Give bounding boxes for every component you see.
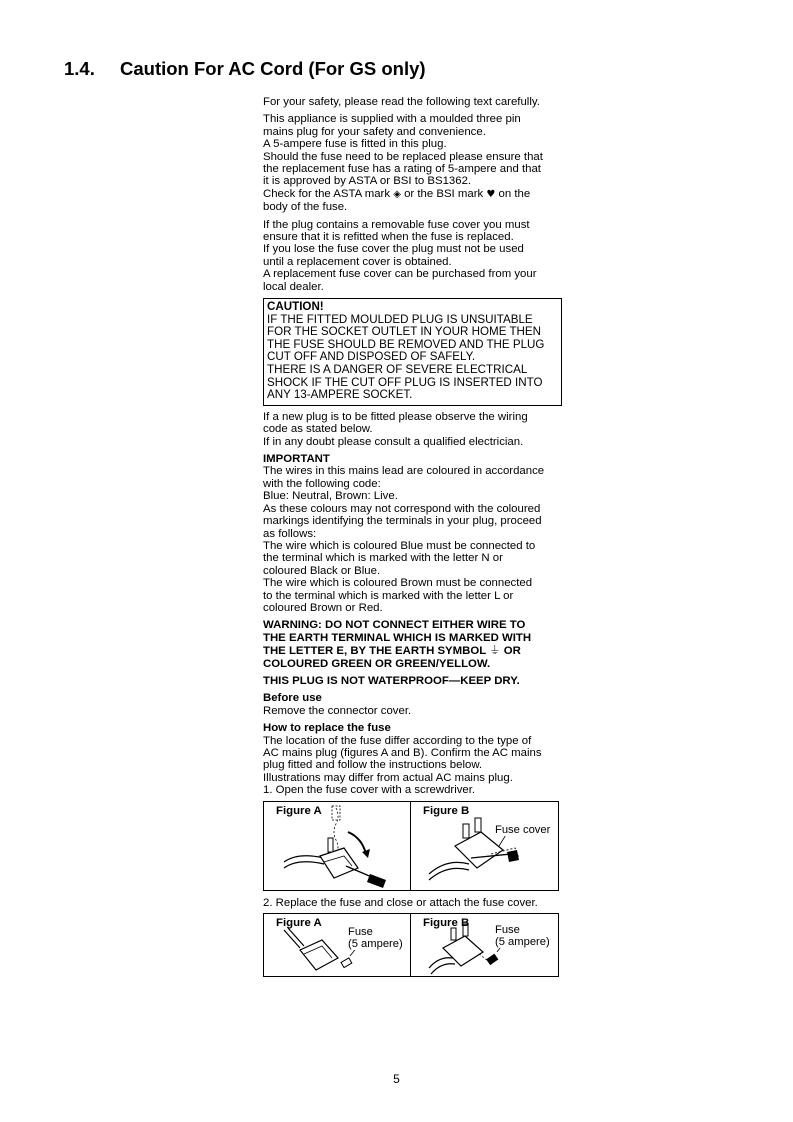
step-1-text: 1. Open the fuse cover with a screwdriver. xyxy=(263,784,476,797)
warning-text-2: OR COLOURED GREEN OR GREEN/YELLOW. xyxy=(263,645,521,670)
fuse-label-b: Fuse (5 ampere) xyxy=(495,924,550,949)
replace-fuse-body: The location of the fuse differ according to the type of AC mains plug (figures A and B). Confirm the AC mains plug fitted and follow the instructions below. Illustrations may differ from actual AC mains plug. xyxy=(263,734,542,784)
check-mark-paragraph xyxy=(263,188,563,214)
intro-text: For your safety, please read the following text carefully. xyxy=(263,96,540,108)
figure-b-replace-fuse xyxy=(411,914,558,976)
page-number: 5 xyxy=(393,1072,400,1086)
figure-b-title: Figure B xyxy=(423,804,470,817)
caution-title: CAUTION! xyxy=(267,300,324,314)
replace-fuse-title xyxy=(263,722,563,734)
before-use-heading: Before use xyxy=(263,692,322,705)
important-body: The wires in this mains lead are coloured in accordance with the following code: Blue: Neutral, Brown: Live. As these colours may not correspond with the coloured markings identifying the terminals in your plug, proceed as follows: The wire which is coloured Blue must be connected to the terminal which is marked with the letter N or coloured Black or Blue. The wire which is coloured Brown must be connected to the terminal which is marked with the letter L or coloured Brown or Red. xyxy=(263,465,545,614)
figure-a-title: Figure A xyxy=(276,804,322,817)
check-text-3: on the body of the fuse. xyxy=(263,187,531,214)
figure-table-step1 xyxy=(263,801,559,891)
warning-text-1: WARNING: DO NOT CONNECT EITHER WIRE TO THE EARTH TERMINAL WHICH IS MARKED WITH THE LETTER E, BY THE EARTH SYMBOL xyxy=(263,619,532,658)
important-heading: IMPORTANT xyxy=(263,453,330,466)
before-use-title xyxy=(263,692,563,704)
section-number: 1.4. xyxy=(64,58,95,79)
figure-a-open-cover xyxy=(264,802,411,890)
figure-a-replace-fuse xyxy=(264,914,411,976)
earth-symbol-icon: ⏚ xyxy=(489,643,501,658)
figure-table-step2 xyxy=(263,913,559,977)
before-use-body: Remove the connector cover. xyxy=(263,704,412,717)
waterproof-warning: THIS PLUG IS NOT WATERPROOF—KEEP DRY. xyxy=(263,674,520,687)
figure-b-title-2: Figure B xyxy=(423,917,470,930)
figure-a-title-2: Figure A xyxy=(276,917,322,930)
caution-body: IF THE FITTED MOULDED PLUG IS UNSUITABLE FOR THE SOCKET OUTLET IN YOUR HOME THEN THE FUSE SHOULD BE REMOVED AND THE PLUG CUT OFF AND DISPOSED OF SAFELY. THERE IS A DANGER OF SEVERE ELECTRICAL SHOCK IF THE CUT OFF PLUG IS INSERTED INTO ANY 13-AMPERE SOCKET. xyxy=(267,312,545,402)
important-title xyxy=(263,453,563,465)
fuse-cover-paragraph: If the plug contains a removable fuse cover you must ensure that it is refitted when the fuse is replaced. If you lose the fuse cover the plug must not be used until a replacement cover is obtained. A replacement fuse cover can be purchased from your local dealer. xyxy=(263,218,537,293)
new-plug-paragraph: If a new plug is to be fitted please observe the wiring code as stated below. If in any doubt please consult a qualified electrician. xyxy=(263,410,528,448)
check-text-1: Check for the ASTA mark xyxy=(263,187,394,200)
appliance-paragraph: This appliance is supplied with a moulded three pin mains plug for your safety and convenience. A 5-ampere fuse is fitted in this plug. Should the fuse need to be replaced please ensure that the replacement fuse has a rating of 5-ampere and that it is approved by ASTA or BSI to BS1362. xyxy=(263,113,543,188)
content-column xyxy=(263,96,563,983)
section-title: Caution For AC Cord (For GS only) xyxy=(120,58,426,79)
bsi-mark-icon: ♥ xyxy=(486,188,496,200)
asta-mark-icon: ◈ xyxy=(393,188,401,200)
fuse-cover-label: Fuse cover xyxy=(495,823,551,836)
warning-paragraph xyxy=(263,619,563,670)
fuse-label-a: Fuse (5 ampere) xyxy=(348,926,403,951)
caution-box xyxy=(263,298,562,406)
replace-fuse-heading: How to replace the fuse xyxy=(263,722,391,735)
section-heading xyxy=(64,58,426,80)
check-text-2: or the BSI mark xyxy=(400,187,487,200)
step-2-text: 2. Replace the fuse and close or attach the fuse cover. xyxy=(263,896,538,909)
figure-b-open-cover xyxy=(411,802,558,890)
